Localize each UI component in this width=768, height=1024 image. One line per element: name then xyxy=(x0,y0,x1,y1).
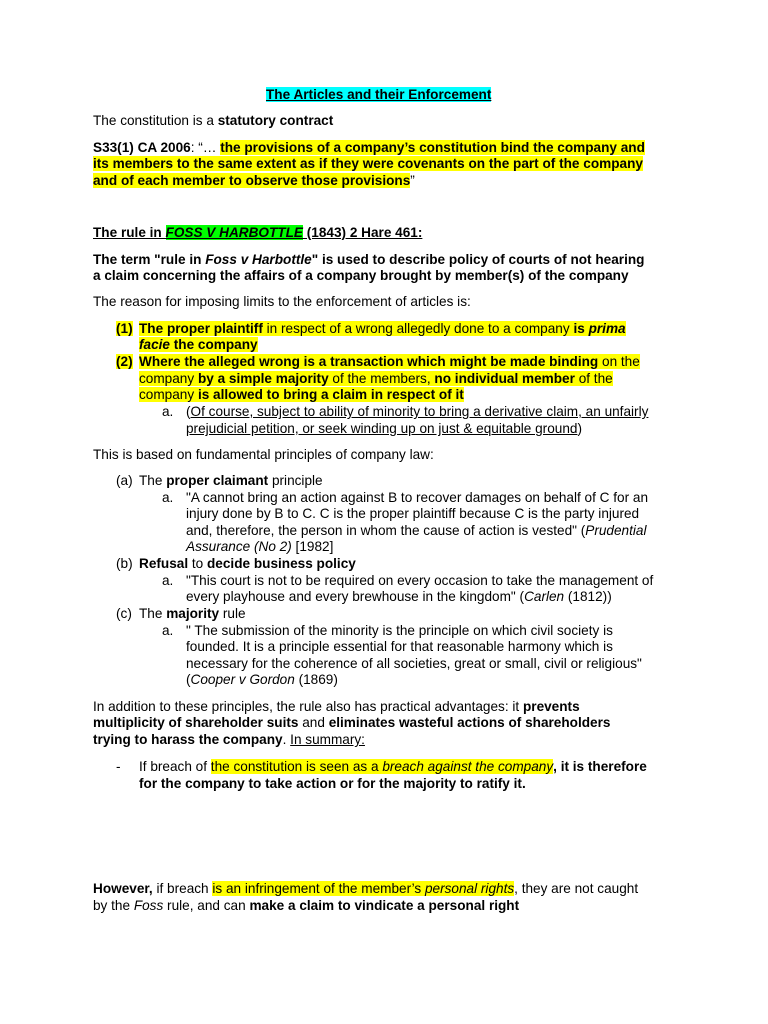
summary-dash: - xyxy=(116,759,121,774)
practical-line-2: multiplicity of shareholder suits and eliminates wasteful actions of shareholders xyxy=(93,715,611,730)
principle-c-quote-2: founded. It is a principle essential for that reasonable harmony which is xyxy=(186,639,613,654)
principle-c-quote-4: (Cooper v Gordon (1869) xyxy=(186,672,338,687)
practical-line-3: trying to harass the company. In summary: xyxy=(93,732,365,747)
s33-line-3: and of each member to observe those provisions” xyxy=(93,173,415,188)
limit-2-number: (2) xyxy=(116,354,133,369)
principle-c-heading: The majority rule xyxy=(139,606,246,621)
principle-a-quote-4: Assurance (No 2) [1982] xyxy=(186,539,334,554)
foss-heading: The rule in FOSS V HARBOTTLE (1843) 2 Hare 461: xyxy=(93,225,423,240)
principle-a-heading: The proper claimant principle xyxy=(139,473,323,488)
principle-b-quote-1: "This court is not to be required on every occasion to take the management of xyxy=(186,573,654,588)
principle-a-quote-3: and, therefore, the person in whom the cause of action is vested" (Prudential xyxy=(186,523,647,538)
reason-line: The reason for imposing limits to the enforcement of articles is: xyxy=(93,294,471,309)
limit-1-number: (1) xyxy=(116,321,133,336)
limit-1-line-1: The proper plaintiff in respect of a wrong allegedly done to a company is prima xyxy=(139,321,626,336)
principle-c-quote-3: necessary for the coherence of all societies, great or small, civil or religious" xyxy=(186,656,642,671)
principle-b-label: (b) xyxy=(116,556,133,571)
however-line-1: However, if breach is an infringement of the member’s personal rights, they are not caught xyxy=(93,881,639,896)
term-line-2: a claim concerning the affairs of a company brought by member(s) of the company xyxy=(93,268,629,283)
principle-a-quote-1: "A cannot bring an action against B to recover damages on behalf of C for an xyxy=(186,490,649,505)
principle-c-sub-label: a. xyxy=(162,623,174,638)
principle-a-quote-2: injury done by B to C. C is the proper plaintiff because C is the party injured xyxy=(186,506,640,521)
principle-c-quote-1: " The submission of the minority is the principle on which civil society is xyxy=(186,623,613,638)
limit-sub-line-2: prejudicial petition, or seek winding up on just & equitable ground) xyxy=(186,421,582,436)
limit-sub-label: a. xyxy=(162,404,174,419)
limit-2-line-1: Where the alleged wrong is a transaction which might be made binding on the xyxy=(139,354,640,369)
s33-line-1: S33(1) CA 2006: “… the provisions of a company’s constitution bind the company and xyxy=(93,140,645,155)
limit-1-line-2: facie the company xyxy=(139,337,258,352)
principle-a-label: (a) xyxy=(116,473,133,488)
summary-line-1: If breach of the constitution is seen as a breach against the company, it is therefore xyxy=(139,759,647,774)
practical-line-1: In addition to these principles, the rule also has practical advantages: it prevents xyxy=(93,699,580,714)
intro-line: The constitution is a statutory contract xyxy=(93,113,334,128)
principle-a-sub-label: a. xyxy=(162,490,174,505)
principle-b-sub-label: a. xyxy=(162,573,174,588)
principle-c-label: (c) xyxy=(116,606,132,621)
doc-title: The Articles and their Enforcement xyxy=(266,87,492,102)
principle-b-heading: Refusal to decide business policy xyxy=(139,556,356,571)
term-line-1: The term "rule in Foss v Harbottle" is used to describe policy of courts of not hearing xyxy=(93,252,645,267)
principle-b-quote-2: every playhouse and every brewhouse in the kingdom" (Carlen (1812)) xyxy=(186,589,612,604)
limit-2-line-2: company by a simple majority of the members, no individual member of the xyxy=(139,371,613,386)
limit-2-line-3: company is allowed to bring a claim in respect of it xyxy=(139,387,464,402)
summary-line-2: for the company to take action or for the majority to ratify it. xyxy=(139,776,526,791)
limit-sub-line-1: (Of course, subject to ability of minority to bring a derivative claim, an unfairly xyxy=(186,404,649,419)
s33-line-2: its members to the same extent as if they were covenants on the part of the company xyxy=(93,156,643,171)
based-line: This is based on fundamental principles of company law: xyxy=(93,447,434,462)
however-line-2: by the Foss rule, and can make a claim to vindicate a personal right xyxy=(93,898,520,913)
